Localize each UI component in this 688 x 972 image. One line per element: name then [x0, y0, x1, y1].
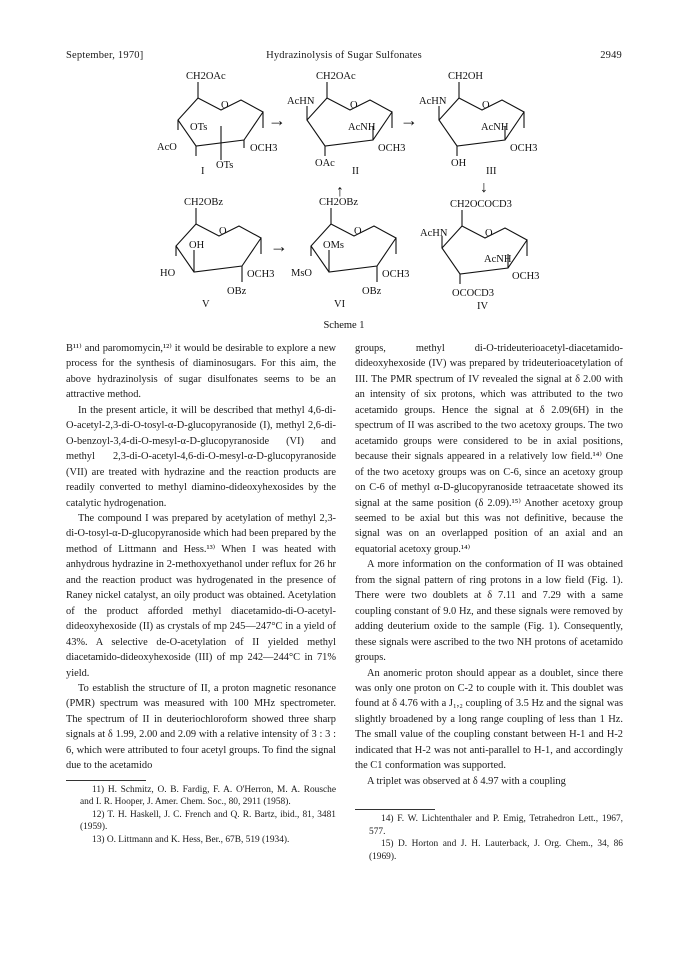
substituent-label: O — [221, 100, 229, 111]
reaction-scheme — [0, 0, 688, 340]
compound-numeral: VI — [334, 299, 346, 310]
paragraph: The compound I was prepared by acetylation of methyl 2,3-di-O-tosyl-α-D-glucopyranoside which had been prepared by the method of Littmann and Hess.¹³⁾ When I was heated with anhydrous hydrazine in 2-methoxyethanol under reflux for 26 hr and the reaction product was hydrogenated in the presence of Raney nickel catalyst, an oily product was obtained. Acetylation of the product afforded methyl diacetamido-di-O-acetyl-dideoxyhexoside (II) as crystals of mp 245—247°C in a yield of 43%. A selective de-O-acetylation of II yielded methyl diacetamido-dideoxyhexoside (III) of mp 242—244°C in 71% yield. — [66, 512, 336, 679]
substituent-label: O — [354, 226, 362, 237]
substituent-label: CH2OH — [448, 71, 484, 82]
compound-numeral: II — [352, 166, 359, 177]
running-header-title: Hydrazinolysis of Sugar Sulfonates — [266, 50, 422, 61]
left-column — [66, 341, 336, 847]
substituent-label: AcHN — [287, 96, 315, 107]
substituent-label: OBz — [362, 286, 382, 297]
arrow-icon: ↑ — [336, 183, 344, 200]
substituent-label: O — [485, 228, 493, 239]
substituent-label: AcNH — [484, 254, 512, 265]
right-column — [355, 341, 623, 864]
footnote: 14) F. W. Lichtenthaler and P. Emig, Tetrahedron Lett., 1967, 577. — [369, 814, 623, 837]
footnote: 12) T. H. Haskell, J. C. French and Q. R. Bartz, ibid., 81, 3481 (1959). — [80, 809, 336, 833]
substituent-label: OH — [189, 240, 205, 251]
substituent-label: OAc — [315, 158, 335, 169]
substituent-label: CH2OAc — [186, 71, 226, 82]
substituent-label: OCH3 — [510, 143, 538, 154]
substituent-label: AcHN — [419, 96, 447, 107]
substituent-label: HO — [160, 268, 176, 279]
compound-numeral: I — [201, 166, 205, 177]
substituent-label: AcHN — [420, 228, 448, 239]
arrow-icon: → — [270, 236, 288, 256]
paragraph: groups, methyl di-O-trideuterioacetyl-diacetamido-dideoxyhexoside (IV) was prepared by trideuterioacetylation of III. The PMR spectrum of IV revealed the signal at δ 2.00 with an intensity of six protons, which was attributed to the two acetamido groups. Hence the signal at δ 2.09(6H) in the spectrum of II was ascribed to the two acetoxy groups. The two acetamido groups were considered to be in axial positions, because their signals appeared in a relatively low field.¹⁴⁾ One of the two acetoxy groups was on C-6, since an acetoxy group on C-6 of methyl α-D-glucopyranoside tetraacetate showed its signal at the same position (δ 2.09).¹⁵⁾ Another acetoxy group seemed to be axial but this was not definitive, because the signal was on an overlapped position of an axial and an equatorial acetoxy group.¹⁴⁾ — [355, 343, 623, 555]
paragraph: A more information on the conformation of II was obtained from the signal pattern of ring protons in a low field (Fig. 1). There were two doublets at δ 7.11 and 7.29 with a same coupling constant of 9.0 Hz, and these signals were removed by adding deuterium oxide to the sample (Fig. 1). Consequently, these signals were ascribed to the two NH protons of acetamido groups. — [355, 559, 623, 664]
paragraph: To establish the structure of II, a proton magnetic resonance (PMR) spectrum was measured with 100 MHz spectrometer. The spectrum of II in deuteriochloroform showed three sharp signals at δ 1.99, 2.00 and 2.09 with a relative intensity of 3 : 3 : 6, which were attributed to four acetyl groups. To find the signal due to the acetamido — [66, 682, 336, 772]
substituent-label: OCH3 — [382, 269, 410, 280]
footnote: 13) O. Littmann and K. Hess, Ber., 67B, 519 (1934). — [92, 835, 290, 846]
running-header-date: September, 1970] — [66, 50, 144, 61]
footnote: 15) D. Horton and J. H. Lauterback, J. Org. Chem., 34, 86 (1969). — [369, 839, 623, 862]
paragraph: In the present article, it will be described that methyl 4,6-di-O-acetyl-2,3-di-O-tosyl-α-D-glucopyranoside (I), methyl 2,6-di-O-benzoyl-3,4-di-O-mesyl-α-D-glucopyranoside (VI) and methyl 2,3-di-O-acetyl-4,6-di-O-mesyl-α-D-glucopyranoside (VII) are treated with hydrazine and the reaction products are readily converted to methyl diamino-dideoxyhexosides by the catalytic hydrogenation. — [66, 404, 336, 509]
footnote: 11) H. Schmitz, O. B. Fardig, F. A. O'Herron, M. A. Rousche and I. R. Hooper, J. Amer. Chem. Soc., 80, 2911 (1958). — [80, 784, 336, 808]
substituent-label: AcO — [157, 142, 177, 153]
substituent-label: OCOCD3 — [452, 288, 495, 299]
scheme-caption: Scheme 1 — [323, 320, 365, 331]
substituent-label: O — [482, 100, 490, 111]
substituent-label: O — [350, 100, 358, 111]
substituent-label: CH2OBz — [319, 197, 359, 208]
substituent-label: CH2OCOCD3 — [450, 199, 512, 210]
substituent-label: OMs — [323, 240, 345, 251]
substituent-label: OTs — [190, 122, 208, 133]
substituent-label: OCH3 — [250, 143, 278, 154]
substituent-label: O — [219, 226, 227, 237]
arrow-icon: → — [268, 110, 286, 130]
page-number: 2949 — [600, 50, 622, 61]
arrow-icon: → — [400, 110, 418, 130]
substituent-label: AcNH — [481, 122, 509, 133]
compound-numeral: IV — [477, 301, 489, 312]
footnote-rule — [355, 809, 435, 810]
substituent-label: OH — [451, 158, 467, 169]
substituent-label: AcNH — [348, 122, 376, 133]
arrow-icon: ↓ — [480, 179, 488, 196]
substituent-label: OBz — [227, 286, 247, 297]
substituent-label: OCH3 — [378, 143, 406, 154]
substituent-label: OTs — [216, 160, 234, 171]
substituent-label: OCH3 — [512, 271, 540, 282]
substituent-label: CH2OAc — [316, 71, 356, 82]
paragraph: B¹¹⁾ and paromomycin,¹²⁾ it would be desirable to explore a new process for the synthesis of diaminosugars. For this aim, the above hydrazinolysis of sugar disulfonates seems to be an attractive method. — [66, 343, 336, 401]
footnote-rule — [66, 780, 146, 781]
compound-numeral: III — [486, 166, 497, 177]
substituent-label: MsO — [291, 268, 313, 279]
substituent-label: CH2OBz — [184, 197, 224, 208]
paragraph: An anomeric proton should appear as a doublet, since there was only one proton on C-2 to couple with it. This doublet was found at δ 4.76 with a J₁,₂ coupling of 3.5 Hz and the signal was slightly broadened by a long range coupling of less than 1 Hz. The small value of the coupling constant between H-1 and H-2 indicated that H-2 was not anti-parallel to H-1, and accordingly the C1 conformation was supported. — [355, 667, 623, 772]
paragraph: A triplet was observed at δ 4.97 with a coupling — [367, 775, 566, 787]
substituent-label: OCH3 — [247, 269, 275, 280]
compound-numeral: V — [202, 299, 210, 310]
